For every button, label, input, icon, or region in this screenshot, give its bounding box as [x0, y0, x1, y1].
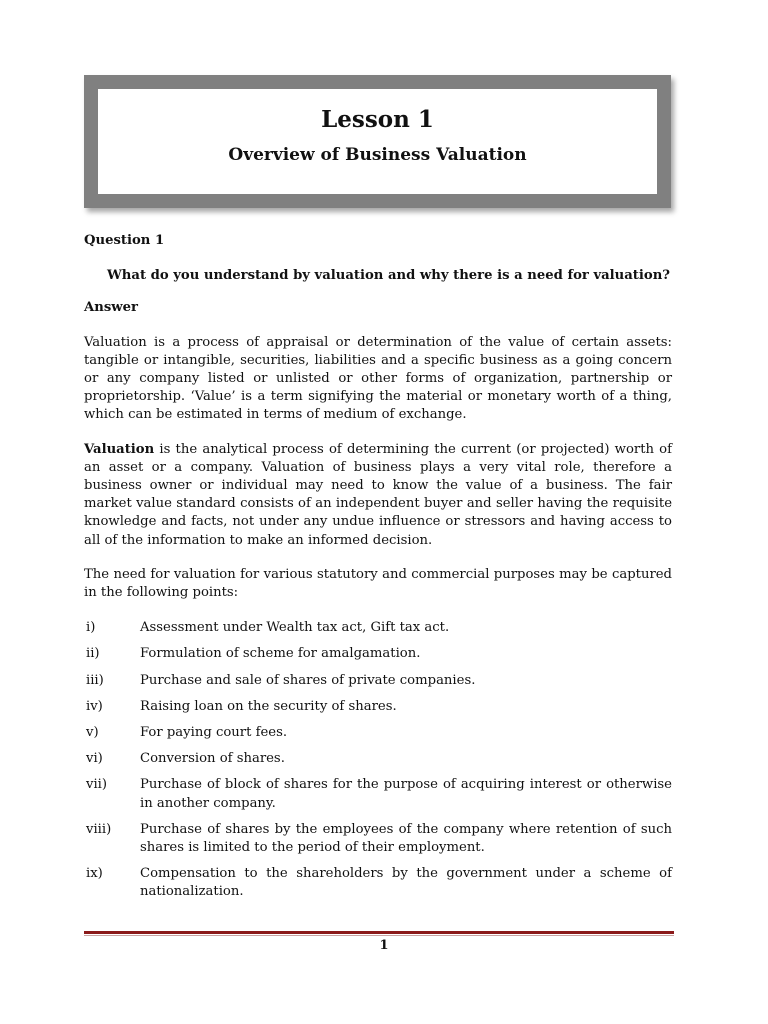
list-item-text: Assessment under Wealth tax act, Gift tax act. [140, 620, 450, 636]
list-item [84, 724, 672, 742]
question-heading: Question 1 [84, 233, 165, 248]
list-item-text: Purchase of shares by the employees of the company where retention of such shares is limited to the period of their employment. [140, 821, 672, 856]
answer-paragraph-3: The need for valuation for various statutory and commercial purposes may be captured in the following points: [84, 566, 672, 601]
question-text: What do you understand by valuation and why there is a need for valuation? [107, 268, 671, 284]
list-item-number: ix) [86, 866, 103, 882]
list-item-number: iv) [86, 698, 103, 714]
list-item-text: Purchase and sale of shares of private companies. [140, 672, 476, 688]
footer-divider [84, 931, 674, 934]
list-item-number: ii) [86, 646, 100, 662]
list-item-number: vii) [86, 777, 108, 793]
list-item [84, 821, 672, 857]
document-body [84, 232, 672, 910]
lesson-title: Lesson 1 [321, 106, 434, 133]
list-item [84, 698, 672, 716]
list-item-number: vi) [86, 751, 103, 767]
list-item [84, 776, 672, 812]
list-item-number: v) [86, 725, 99, 741]
valuation-needs-list [84, 619, 672, 901]
list-item-text: Raising loan on the security of shares. [140, 698, 397, 714]
list-item-text: For paying court fees. [140, 725, 288, 741]
list-item [84, 672, 672, 690]
valuation-term: Valuation [84, 441, 155, 457]
list-item [84, 619, 672, 637]
list-item-text: Purchase of block of shares for the purpose of acquiring interest or otherwise in another company. [140, 777, 672, 811]
answer-paragraph-1: Valuation is a process of appraisal or determination of the value of certain assets: tangible or intangible, securities, liabilities and a specific business as a going concern or any company listed or unlisted or other forms of organization, partnership or proprietorship. ‘Value’ is a term signifying the material or monetary worth of a thing, which can be estimated in terms of medium of exchange. [84, 334, 672, 423]
list-item-text: Conversion of shares. [140, 751, 285, 767]
list-item-text: Compensation to the shareholders by the government under a scheme of nationalization. [140, 866, 672, 900]
lesson-title-box [84, 75, 671, 208]
answer-paragraph-2 [84, 441, 672, 550]
answer-heading: Answer [84, 300, 138, 316]
list-item [84, 750, 672, 768]
list-item-number: i) [86, 620, 96, 636]
page-number: 1 [379, 938, 389, 953]
footer-divider-shadow [84, 935, 674, 936]
list-item-text: Formulation of scheme for amalgamation. [140, 646, 421, 662]
list-item [84, 645, 672, 663]
list-item-number: viii) [86, 821, 112, 837]
list-item [84, 865, 672, 901]
lesson-subtitle: Overview of Business Valuation [228, 145, 527, 165]
answer-paragraph-2-text: is the analytical process of determining the current (or projected) worth of an asset or a company. Valuation of business plays a very vital role, therefore a business owner or individual may need to know the value of a business. The fair market value standard consists of an independent buyer and seller having the requisite knowledge and facts, not under any undue influence or stressors and having access to all of the information to make an informed decision. [84, 441, 672, 548]
list-item-number: iii) [86, 672, 104, 688]
